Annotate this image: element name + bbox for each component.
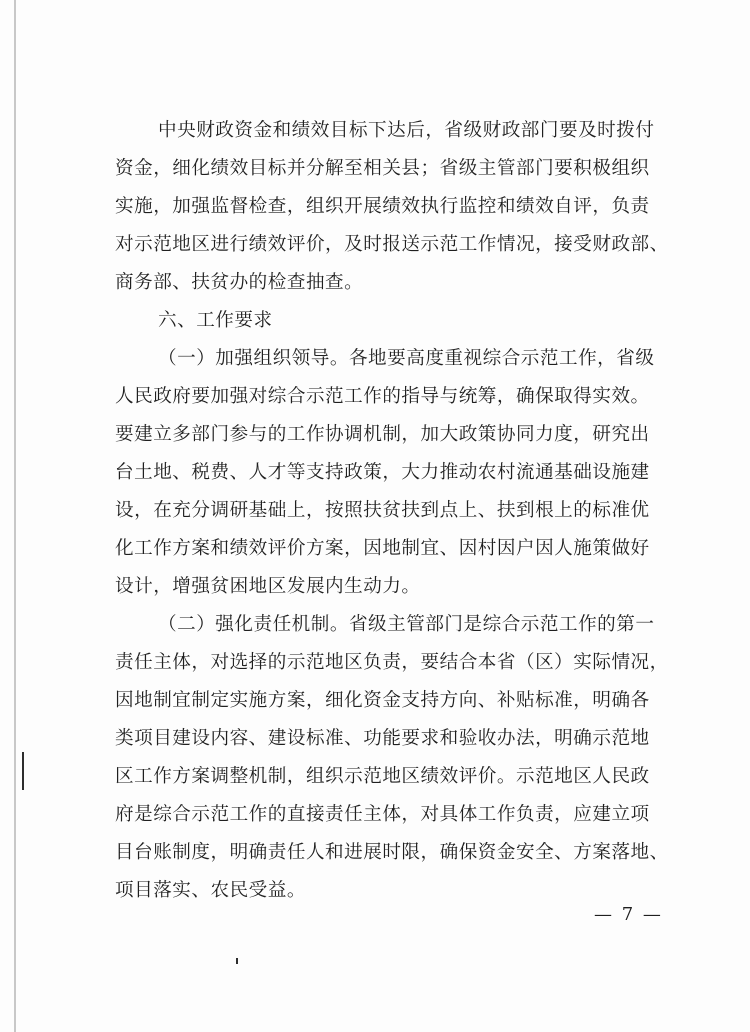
text-line: 因地制宜制定实施方案，细化资金支持方向、补贴标准，明确各 [115,690,650,711]
text-line: 实施，加强监督检查，组织开展绩效执行监控和绩效自评，负责 [115,196,650,217]
text-line: 资金，细化绩效目标并分解至相关县；省级主管部门要积极组织 [115,158,650,179]
text-line: 府是综合示范工作的直接责任主体，对具体工作负责，应建立项 [115,804,650,825]
text-line: 化工作方案和绩效评价方案，因地制宜、因村因户因人施策做好 [115,538,650,559]
text-line: （二）强化责任机制。省级主管部门是综合示范工作的第一 [158,614,655,635]
text-line: 人民政府要加强对综合示范工作的指导与统筹，确保取得实效。 [115,386,650,407]
section-heading: 六、工作要求 [158,310,273,331]
text-line: 设，在充分调研基础上，按照扶贫扶到点上、扶到根上的标准优 [115,500,650,521]
text-line: 对示范地区进行绩效评价，及时报送示范工作情况，接受财政部、 [115,234,669,255]
text-line: 项目落实、农民受益。 [115,880,306,901]
text-line: 台土地、税费、人才等支持政策，大力推动农村流通基础设施建 [115,462,650,483]
text-line: 设计，增强贫困地区发展内生动力。 [115,576,421,597]
page-number: — 7 — [594,904,663,925]
text-line: 目台账制度，明确责任人和进展时限，确保资金安全、方案落地、 [115,842,669,863]
text-line: 要建立多部门参与的工作协调机制，加大政策协同力度，研究出 [115,424,650,445]
text-line: （一）加强组织领导。各地要高度重视综合示范工作，省级 [158,348,655,369]
scan-mark [22,752,24,790]
text-line: 商务部、扶贫办的检查抽查。 [115,272,364,293]
scan-speck [236,958,238,964]
scan-edge [14,0,16,1032]
text-line: 区工作方案调整机制，组织示范地区绩效评价。示范地区人民政 [115,766,650,787]
text-line: 类项目建设内容、建设标准、功能要求和验收办法，明确示范地 [115,728,650,749]
text-line: 中央财政资金和绩效目标下达后，省级财政部门要及时拨付 [158,120,655,141]
text-line: 责任主体，对选择的示范地区负责，要结合本省（区）实际情况， [115,652,669,673]
